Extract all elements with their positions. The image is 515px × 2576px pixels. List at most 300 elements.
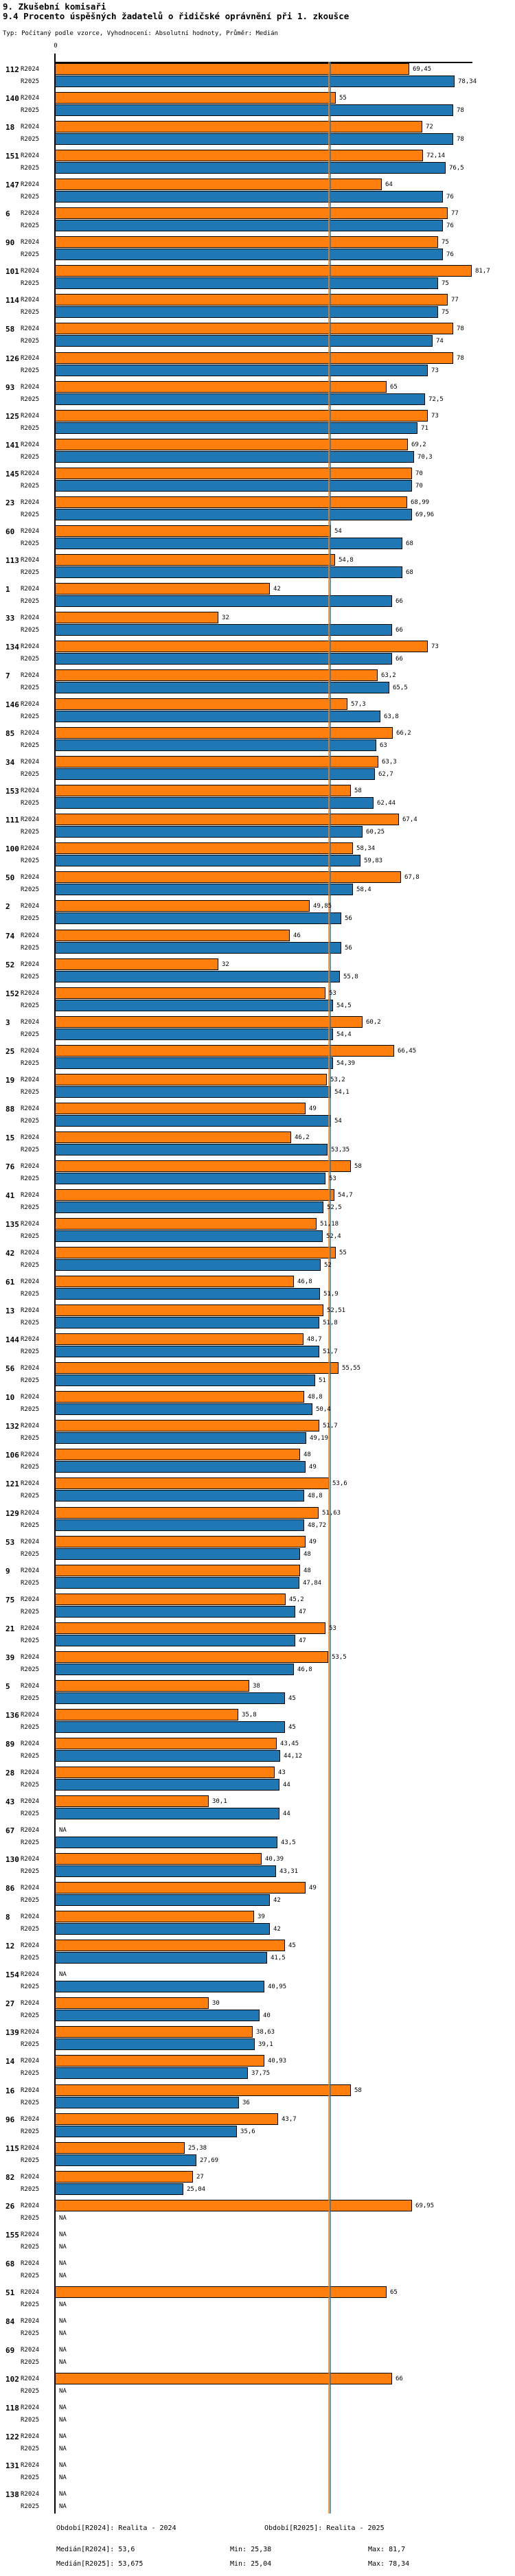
bar-value-r2024: 54,8 [339, 557, 354, 564]
bar-r2024 [55, 2373, 392, 2384]
row-id-label: 106 [5, 1451, 19, 1460]
bar-r2025 [55, 1865, 276, 1877]
bar-value-r2025: 52,5 [327, 1204, 342, 1211]
bar-value-r2024: 64 [385, 181, 393, 188]
series-label-r2025: R2025 [21, 1782, 40, 1789]
row-id-label: 8 [5, 1913, 10, 1922]
bar-r2025 [55, 2010, 260, 2021]
row-id-label: 131 [5, 2461, 19, 2470]
series-label-r2024: R2024 [21, 1625, 40, 1632]
row-id-label: 76 [5, 1162, 15, 1171]
bar-r2024 [55, 2286, 387, 2298]
series-label-r2025: R2025 [21, 338, 40, 345]
series-label-r2024: R2024 [21, 268, 40, 275]
bar-r2025 [55, 1432, 306, 1444]
row-id-label: 140 [5, 94, 19, 103]
stat-median-r2025: Medián[R2025]: 53,675 [56, 2560, 144, 2568]
bar-r2025 [55, 884, 353, 895]
series-label-r2025: R2025 [21, 2128, 40, 2135]
bar-r2025 [55, 595, 392, 607]
series-label-r2025: R2025 [21, 78, 40, 85]
bar-value-r2024: 40,39 [265, 1856, 284, 1863]
bar-r2024 [55, 1536, 306, 1548]
series-label-r2024: R2024 [21, 2318, 40, 2325]
series-label-r2025: R2025 [21, 2359, 40, 2366]
series-label-r2025: R2025 [21, 1204, 40, 1211]
bar-r2024 [55, 150, 423, 161]
bar-value-r2024: 43,7 [282, 2116, 297, 2123]
bar-r2025 [55, 1721, 285, 1733]
series-label-r2024: R2024 [21, 1740, 40, 1747]
bar-value-r2025: 78 [457, 136, 464, 143]
series-label-r2024: R2024 [21, 384, 40, 391]
bar-value-r2025: 46,8 [297, 1666, 312, 1673]
bar-value-r2024: 43,45 [280, 1740, 299, 1747]
bar-value-r2025: 66 [396, 656, 403, 663]
legend-period-r2025: Období[R2025]: Realita - 2025 [264, 2525, 385, 2532]
bar-r2024 [55, 1420, 319, 1431]
bar-value-r2024: 51,7 [323, 1423, 338, 1429]
bar-r2024 [55, 352, 453, 364]
series-label-r2024: R2024 [21, 2231, 40, 2238]
bar-r2024 [55, 2055, 264, 2067]
bar-r2024 [55, 496, 407, 508]
bar-r2024 [55, 294, 448, 306]
bar-value-r2025: 50,4 [316, 1406, 331, 1413]
series-label-r2024: R2024 [21, 297, 40, 303]
series-label-r2025: R2025 [21, 1377, 40, 1384]
stat-max-r2024: Max: 81,7 [368, 2546, 406, 2553]
series-label-r2025: R2025 [21, 569, 40, 576]
series-label-r2025: R2025 [21, 945, 40, 952]
bar-r2025 [55, 509, 412, 520]
series-label-r2025: R2025 [21, 1522, 40, 1529]
bar-r2024 [55, 958, 218, 970]
row-id-label: 7 [5, 671, 10, 680]
series-label-r2024: R2024 [21, 1192, 40, 1199]
bar-r2024 [55, 1911, 254, 1922]
series-label-r2024: R2024 [21, 2260, 40, 2267]
row-id-label: 122 [5, 2433, 19, 2441]
bar-value-r2025: 37,75 [251, 2070, 271, 2077]
bar-r2025 [55, 711, 380, 722]
series-label-r2024: R2024 [21, 1856, 40, 1863]
series-label-r2024: R2024 [21, 239, 40, 246]
series-label-r2024: R2024 [21, 2058, 40, 2065]
bar-value-r2025-na: NA [59, 2388, 67, 2395]
bar-value-r2024: 67,8 [404, 874, 420, 881]
series-label-r2024: R2024 [21, 1798, 40, 1805]
bar-r2024 [55, 1016, 363, 1028]
row-id-label: 61 [5, 1278, 15, 1287]
series-label-r2025: R2025 [21, 1320, 40, 1326]
bar-r2024 [55, 612, 218, 623]
bar-r2025 [55, 104, 453, 116]
bar-r2025 [55, 1259, 321, 1271]
bar-r2024 [55, 1680, 249, 1692]
bar-r2025 [55, 480, 412, 492]
bar-r2025 [55, 797, 374, 809]
series-label-r2025: R2025 [21, 742, 40, 749]
bar-value-r2024: 25,38 [188, 2145, 207, 2152]
series-label-r2025: R2025 [21, 771, 40, 778]
bar-value-r2024: 45 [288, 1942, 296, 1949]
row-id-label: 2 [5, 902, 10, 911]
bar-value-r2024: 48,8 [308, 1394, 323, 1401]
bar-value-r2024: 58,34 [356, 845, 376, 852]
report-title: 9. Zkušební komisaři [3, 1, 106, 12]
bar-value-r2024: 78 [457, 325, 464, 332]
bar-r2024 [55, 381, 387, 393]
bar-value-r2025: 70,3 [417, 454, 433, 461]
series-label-r2024: R2024 [21, 2376, 40, 2382]
bar-r2024 [55, 1218, 317, 1230]
bar-r2024 [55, 2084, 351, 2096]
series-label-r2025: R2025 [21, 2186, 40, 2193]
bar-value-r2024: 49,85 [313, 903, 332, 910]
bar-r2024 [55, 1045, 394, 1057]
bar-r2024 [55, 1333, 304, 1345]
bar-value-r2024: 58 [354, 1163, 362, 1170]
series-label-r2024: R2024 [21, 1423, 40, 1429]
x-axis-zero-label: 0 [54, 43, 58, 49]
row-id-label: 89 [5, 1740, 15, 1749]
bar-r2024 [55, 930, 290, 941]
series-label-r2024: R2024 [21, 441, 40, 448]
series-label-r2025: R2025 [21, 685, 40, 691]
series-label-r2025: R2025 [21, 800, 40, 807]
bar-r2024 [55, 900, 310, 912]
bar-r2025 [55, 538, 402, 549]
bar-value-r2024: 81,7 [475, 268, 490, 275]
bar-r2025 [55, 365, 428, 376]
bar-value-r2025: 45 [288, 1695, 296, 1702]
row-id-label: 102 [5, 2375, 19, 2384]
bar-r2024 [55, 468, 412, 479]
series-label-r2025: R2025 [21, 1348, 40, 1355]
bar-value-r2024: 72,14 [426, 152, 446, 159]
series-label-r2024: R2024 [21, 1394, 40, 1401]
series-label-r2025: R2025 [21, 915, 40, 922]
row-id-label: 134 [5, 643, 19, 652]
series-label-r2025: R2025 [21, 1464, 40, 1471]
series-label-r2024: R2024 [21, 1567, 40, 1574]
series-label-r2025: R2025 [21, 627, 40, 634]
bar-r2025 [55, 1403, 312, 1415]
row-id-label: 141 [5, 441, 19, 450]
series-label-r2025: R2025 [21, 540, 40, 547]
bar-r2025 [55, 1808, 279, 1819]
bar-value-r2024-na: NA [59, 2433, 67, 2440]
stat-median-r2024: Medián[R2024]: 53,6 [56, 2546, 135, 2553]
row-id-label: 82 [5, 2173, 15, 2182]
series-label-r2024: R2024 [21, 1971, 40, 1978]
series-label-r2025: R2025 [21, 309, 40, 316]
bar-r2025 [55, 2097, 239, 2108]
bar-value-r2025: 55,8 [343, 974, 358, 980]
bar-value-r2025: 63 [380, 742, 387, 749]
bar-r2025 [55, 1288, 320, 1300]
row-id-label: 3 [5, 1018, 10, 1027]
bar-r2025 [55, 1548, 300, 1560]
bar-value-r2025: 47,84 [303, 1580, 322, 1587]
series-label-r2025: R2025 [21, 1118, 40, 1125]
bar-r2025 [55, 1635, 295, 1646]
series-label-r2025: R2025 [21, 1031, 40, 1038]
bar-r2025 [55, 1981, 264, 1992]
bar-value-r2025: 53,35 [331, 1147, 350, 1153]
bar-r2024 [55, 1247, 336, 1258]
bar-value-r2025: 56 [345, 915, 352, 922]
row-id-label: 33 [5, 614, 15, 623]
bar-value-r2024: 48,7 [307, 1336, 322, 1343]
bar-value-r2024: 48 [304, 1567, 311, 1574]
bar-value-r2025: 27,69 [200, 2157, 219, 2164]
bar-value-r2025-na: NA [59, 2244, 67, 2251]
bar-value-r2025: 49,19 [310, 1435, 329, 1442]
series-label-r2024: R2024 [21, 2116, 40, 2123]
series-label-r2024: R2024 [21, 990, 40, 997]
bar-value-r2024: 35,8 [242, 1712, 257, 1718]
bar-r2025 [55, 855, 360, 866]
row-id-label: 154 [5, 1970, 19, 1979]
series-label-r2025: R2025 [21, 2041, 40, 2048]
row-id-label: 10 [5, 1393, 15, 1402]
bar-value-r2024: 65 [390, 2289, 398, 2296]
series-label-r2025: R2025 [21, 1897, 40, 1904]
series-label-r2024: R2024 [21, 1596, 40, 1603]
bar-r2025 [55, 1028, 333, 1040]
series-label-r2025: R2025 [21, 1868, 40, 1875]
series-label-r2024: R2024 [21, 614, 40, 621]
bar-r2024 [55, 1131, 291, 1143]
bar-value-r2025: 54,39 [336, 1060, 356, 1067]
bar-value-r2025: 73 [431, 367, 439, 374]
bar-r2024 [55, 207, 448, 219]
bar-r2025 [55, 1577, 299, 1589]
series-label-r2024: R2024 [21, 759, 40, 766]
bar-r2025 [55, 191, 443, 203]
series-label-r2024: R2024 [21, 152, 40, 159]
bar-r2024 [55, 1565, 300, 1576]
bar-value-r2024: 55 [339, 1250, 347, 1256]
row-id-label: 101 [5, 267, 19, 276]
row-id-label: 53 [5, 1538, 15, 1547]
series-label-r2024: R2024 [21, 2174, 40, 2181]
chart-meta: Typ: Počítaný podle vzorce, Vyhodnocení: Absolutní hodnoty, Průměr: Medián [3, 30, 278, 37]
bar-value-r2025-na: NA [59, 2474, 67, 2481]
bar-value-r2024: 53,6 [332, 1480, 347, 1487]
bar-r2024 [55, 525, 331, 537]
series-label-r2024: R2024 [21, 1048, 40, 1055]
bar-value-r2024: 58 [354, 2087, 362, 2094]
bar-value-r2024: 69,2 [411, 441, 426, 448]
bar-value-r2025: 54,1 [334, 1089, 350, 1096]
bar-r2024 [55, 92, 336, 104]
series-label-r2025: R2025 [21, 829, 40, 836]
bar-value-r2025: 78,34 [458, 78, 477, 85]
row-id-label: 75 [5, 1596, 15, 1605]
bar-r2025 [55, 1779, 279, 1791]
bar-r2024 [55, 1622, 325, 1634]
bar-r2024 [55, 554, 335, 566]
bar-value-r2024-na: NA [59, 1971, 67, 1978]
bar-value-r2025-na: NA [59, 2273, 67, 2279]
row-id-label: 60 [5, 527, 15, 536]
series-label-r2024: R2024 [21, 2087, 40, 2094]
bar-value-r2024: 46,8 [297, 1278, 312, 1285]
row-id-label: 28 [5, 1769, 15, 1778]
bar-value-r2025: 44,12 [284, 1753, 303, 1760]
bar-value-r2024: 66 [396, 2376, 403, 2382]
row-id-label: 139 [5, 2028, 19, 2037]
bar-r2025 [55, 1461, 306, 1473]
row-id-label: 16 [5, 2086, 15, 2095]
row-id-label: 51 [5, 2288, 15, 2297]
series-label-r2024: R2024 [21, 874, 40, 881]
bar-value-r2025: 43,5 [281, 1839, 296, 1846]
bar-value-r2024: 43 [278, 1769, 286, 1776]
series-label-r2024: R2024 [21, 1712, 40, 1718]
bar-value-r2025-na: NA [59, 2359, 67, 2366]
bar-r2024 [55, 236, 438, 248]
series-label-r2024: R2024 [21, 1654, 40, 1661]
series-label-r2025: R2025 [21, 974, 40, 980]
series-label-r2025: R2025 [21, 367, 40, 374]
bar-r2025 [55, 1894, 270, 1906]
bar-r2025 [55, 1201, 323, 1213]
series-label-r2024: R2024 [21, 2289, 40, 2296]
bar-value-r2024: 66,45 [398, 1048, 417, 1055]
row-id-label: 21 [5, 1624, 15, 1633]
bar-value-r2024: 73 [431, 643, 439, 650]
bar-value-r2025: 68 [406, 540, 413, 547]
row-id-label: 18 [5, 123, 15, 132]
bar-r2024 [55, 1738, 277, 1749]
bar-value-r2025: 58,4 [356, 886, 371, 893]
stat-min-r2024: Min: 25,38 [230, 2546, 272, 2553]
row-id-label: 12 [5, 1942, 15, 1951]
bar-value-r2025: 69,96 [415, 511, 435, 518]
bar-value-r2024: 65 [390, 384, 398, 391]
row-id-label: 146 [5, 700, 19, 709]
series-label-r2024: R2024 [21, 1913, 40, 1920]
series-label-r2024: R2024 [21, 1885, 40, 1891]
bar-value-r2024: 27 [196, 2174, 204, 2181]
bar-value-r2025: 47 [299, 1637, 306, 1644]
row-id-label: 135 [5, 1220, 19, 1229]
series-label-r2025: R2025 [21, 713, 40, 720]
series-label-r2025: R2025 [21, 1609, 40, 1615]
bar-value-r2024-na: NA [59, 2231, 67, 2238]
row-id-label: 90 [5, 238, 15, 247]
row-id-label: 41 [5, 1191, 15, 1200]
series-label-r2025: R2025 [21, 2388, 40, 2395]
series-label-r2024: R2024 [21, 701, 40, 708]
series-label-r2025: R2025 [21, 2446, 40, 2452]
series-label-r2025: R2025 [21, 858, 40, 864]
bar-r2024 [55, 2200, 412, 2211]
bar-value-r2025: 65,5 [393, 685, 408, 691]
row-id-label: 115 [5, 2144, 19, 2153]
bar-value-r2024: 72 [426, 124, 433, 130]
row-id-label: 153 [5, 787, 19, 796]
series-label-r2024: R2024 [21, 730, 40, 737]
bar-value-r2025: 76 [446, 194, 454, 200]
bar-value-r2025: 51,9 [323, 1291, 339, 1298]
series-label-r2025: R2025 [21, 2503, 40, 2510]
row-id-label: 147 [5, 181, 19, 189]
row-id-label: 86 [5, 1884, 15, 1893]
series-label-r2024: R2024 [21, 816, 40, 823]
bar-r2025 [55, 2038, 255, 2050]
series-label-r2024: R2024 [21, 1077, 40, 1083]
bar-r2025 [55, 2067, 248, 2079]
bar-r2024 [55, 1391, 304, 1403]
bar-r2025 [55, 2183, 183, 2195]
series-label-r2025: R2025 [21, 425, 40, 432]
series-label-r2025: R2025 [21, 1637, 40, 1644]
bar-value-r2025: 62,44 [377, 800, 396, 807]
bar-value-r2024: 39 [258, 1913, 265, 1920]
series-label-r2025: R2025 [21, 222, 40, 229]
bar-value-r2024: 46,2 [295, 1134, 310, 1141]
row-id-label: 23 [5, 498, 15, 507]
bar-value-r2024: 63,2 [381, 672, 396, 679]
bar-r2024 [55, 410, 428, 422]
bar-value-r2025: 52 [324, 1262, 332, 1269]
bar-r2024 [55, 1853, 262, 1865]
bar-value-r2024: 48 [304, 1451, 311, 1458]
bar-r2025 [55, 971, 340, 982]
row-id-label: 50 [5, 873, 15, 882]
bar-value-r2025: 48,72 [308, 1522, 327, 1529]
bar-value-r2024: 53 [329, 990, 336, 997]
series-label-r2024: R2024 [21, 413, 40, 419]
series-label-r2024: R2024 [21, 1336, 40, 1343]
bar-r2024 [55, 2113, 278, 2125]
series-label-r2025: R2025 [21, 396, 40, 403]
bar-r2025 [55, 1173, 325, 1184]
bar-value-r2024: 55,55 [342, 1365, 361, 1372]
row-id-label: 151 [5, 152, 19, 161]
series-label-r2025: R2025 [21, 165, 40, 172]
bar-r2024 [55, 2142, 185, 2154]
bar-value-r2025: 63,8 [384, 713, 399, 720]
bar-r2025 [55, 306, 438, 318]
series-label-r2024: R2024 [21, 470, 40, 477]
series-label-r2025: R2025 [21, 2157, 40, 2164]
series-label-r2025: R2025 [21, 194, 40, 200]
series-label-r2024: R2024 [21, 499, 40, 506]
bar-value-r2024: 58 [354, 787, 362, 794]
series-label-r2025: R2025 [21, 598, 40, 605]
row-id-label: 145 [5, 470, 19, 479]
series-label-r2024: R2024 [21, 845, 40, 852]
row-id-label: 112 [5, 65, 19, 74]
bar-value-r2025: 44 [283, 1810, 290, 1817]
bar-r2025 [55, 912, 341, 924]
bar-value-r2025: 44 [283, 1782, 290, 1789]
bar-value-r2025: 52,4 [326, 1233, 341, 1240]
series-label-r2024: R2024 [21, 1221, 40, 1228]
row-id-label: 9 [5, 1567, 10, 1576]
bar-value-r2024: 52,51 [327, 1307, 346, 1314]
bar-value-r2025: 48,8 [308, 1493, 323, 1499]
row-id-label: 130 [5, 1855, 19, 1864]
bar-value-r2024-na: NA [59, 2491, 67, 2498]
series-label-r2024: R2024 [21, 961, 40, 968]
